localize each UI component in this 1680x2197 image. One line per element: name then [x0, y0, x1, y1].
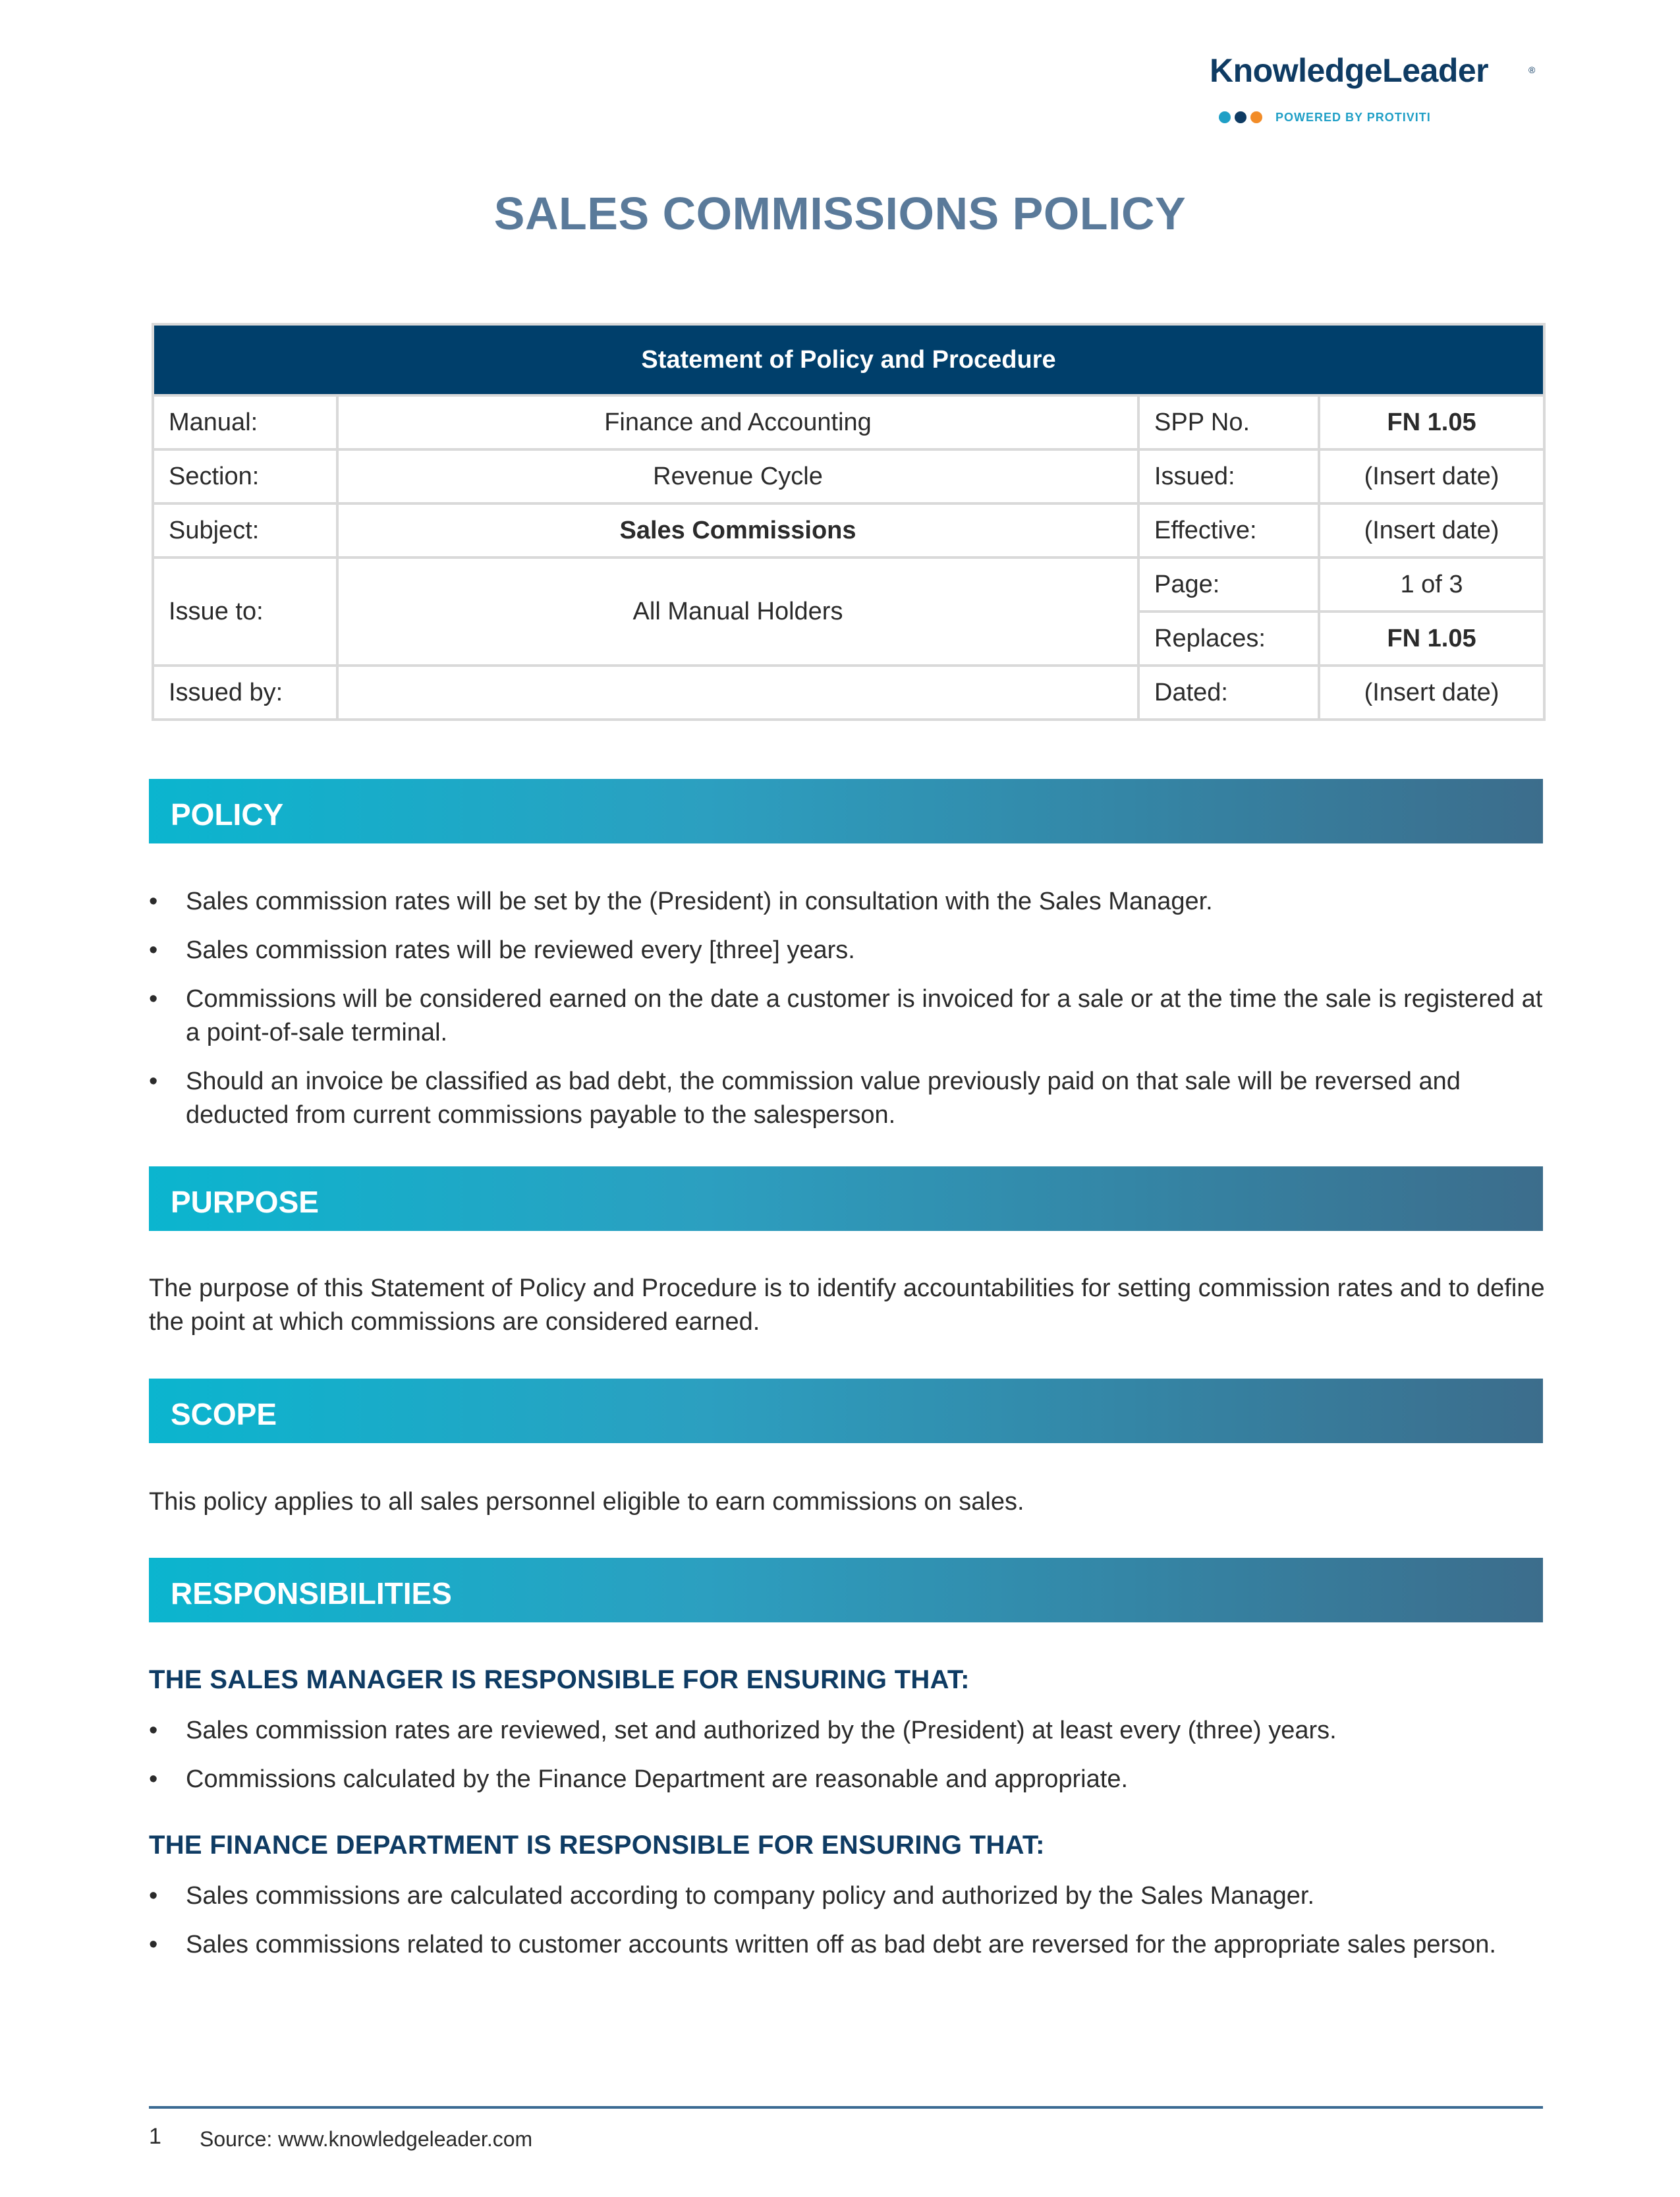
sales-manager-item-text: Sales commission rates are reviewed, set and authorized by the (President) at least every (three) years. — [186, 1717, 1337, 1744]
replaces-label: Replaces: — [1138, 612, 1319, 666]
bullet-icon: • — [149, 888, 158, 915]
list-item — [149, 934, 1552, 967]
section-value: Revenue Cycle — [337, 449, 1138, 503]
policy-list — [149, 885, 1552, 1132]
policy-item-text: Sales commission rates will be set by the (President) in consultation with the Sales Manager. — [186, 888, 1213, 915]
spp-no-value: FN 1.05 — [1319, 395, 1544, 449]
table-row — [153, 503, 1544, 557]
spp-table-header-row — [153, 324, 1544, 395]
manual-label: Manual: — [153, 395, 337, 449]
list-item — [149, 1879, 1552, 1913]
bullet-icon: • — [149, 936, 158, 964]
manual-value: Finance and Accounting — [337, 395, 1138, 449]
issued-value: (Insert date) — [1319, 449, 1544, 503]
spp-table-header: Statement of Policy and Procedure — [153, 324, 1544, 395]
bullet-icon: • — [149, 1882, 158, 1910]
logo-tagline: POWERED BY PROTIVITI — [1275, 111, 1431, 124]
list-item — [149, 1763, 1552, 1796]
footer-divider — [149, 2106, 1543, 2109]
effective-value: (Insert date) — [1319, 503, 1544, 557]
bullet-icon: • — [149, 985, 158, 1013]
section-label: Section: — [153, 449, 337, 503]
registered-mark: ® — [1528, 65, 1536, 75]
source-text: Source: www.knowledgeleader.com — [200, 2127, 533, 2151]
effective-label: Effective: — [1138, 503, 1319, 557]
list-item — [149, 885, 1552, 919]
list-item — [149, 983, 1552, 1050]
scope-text: This policy applies to all sales personnel eligible to earn commissions on sales. — [149, 1488, 1024, 1516]
spp-no-label: SPP No. — [1138, 395, 1319, 449]
policy-item-text: Should an invoice be classified as bad debt, the commission value previously paid on that sale will be reversed and deducted from current commissions payable to the salesperson. — [186, 1068, 1461, 1129]
page-value: 1 of 3 — [1319, 557, 1544, 612]
bullet-icon: • — [149, 1931, 158, 1958]
finance-department-list — [149, 1879, 1552, 1962]
issued-by-label: Issued by: — [153, 666, 337, 720]
finance-item-text: Sales commissions are calculated according to company policy and authorized by the Sales Manager. — [186, 1882, 1315, 1910]
logo-dots-icon — [1218, 110, 1264, 125]
bullet-icon: • — [149, 1717, 158, 1744]
page-title: SALES COMMISSIONS POLICY — [493, 188, 1187, 239]
table-row — [153, 449, 1544, 503]
table-row — [153, 666, 1544, 720]
subject-label: Subject: — [153, 503, 337, 557]
knowledgeleader-logo — [1210, 51, 1539, 130]
scope-heading: SCOPE — [149, 1379, 1543, 1443]
list-item — [149, 1714, 1552, 1748]
responsibilities-heading: RESPONSIBILITIES — [149, 1558, 1543, 1622]
purpose-heading: PURPOSE — [149, 1166, 1543, 1231]
policy-item-text: Sales commission rates will be reviewed every [three] years. — [186, 936, 855, 964]
page-label: Page: — [1138, 557, 1319, 612]
page-number: 1 — [149, 2124, 161, 2149]
issued-label: Issued: — [1138, 449, 1319, 503]
list-item — [149, 1928, 1552, 1962]
bullet-icon: • — [149, 1765, 158, 1793]
spp-table — [152, 323, 1546, 721]
issue-to-label: Issue to: — [153, 557, 337, 666]
replaces-value: FN 1.05 — [1319, 612, 1544, 666]
dated-value: (Insert date) — [1319, 666, 1544, 720]
table-row — [153, 557, 1544, 612]
finance-item-text: Sales commissions related to customer accounts written off as bad debt are reversed for the appropriate sales person. — [186, 1931, 1496, 1958]
list-item — [149, 1065, 1552, 1132]
issued-by-value — [337, 666, 1138, 720]
finance-department-subheading: THE FINANCE DEPARTMENT IS RESPONSIBLE FOR ENSURING THAT: — [149, 1831, 1045, 1860]
logo-wordmark: KnowledgeLeader — [1210, 52, 1489, 89]
sales-manager-list — [149, 1714, 1552, 1796]
policy-heading: POLICY — [149, 779, 1543, 843]
sales-manager-subheading: THE SALES MANAGER IS RESPONSIBLE FOR ENSURING THAT: — [149, 1665, 970, 1694]
dated-label: Dated: — [1138, 666, 1319, 720]
issue-to-value: All Manual Holders — [337, 557, 1138, 666]
subject-value: Sales Commissions — [337, 503, 1138, 557]
purpose-text: The purpose of this Statement of Policy and Procedure is to identify accountabilities for setting commission rates and to define the point at which commissions are considered earned. — [149, 1274, 1545, 1336]
sales-manager-item-text: Commissions calculated by the Finance Department are reasonable and appropriate. — [186, 1765, 1129, 1793]
bullet-icon: • — [149, 1068, 158, 1095]
table-row — [153, 395, 1544, 449]
policy-item-text: Commissions will be considered earned on the date a customer is invoiced for a sale or at the time the sale is registered at a point-of-sale terminal. — [186, 985, 1543, 1046]
